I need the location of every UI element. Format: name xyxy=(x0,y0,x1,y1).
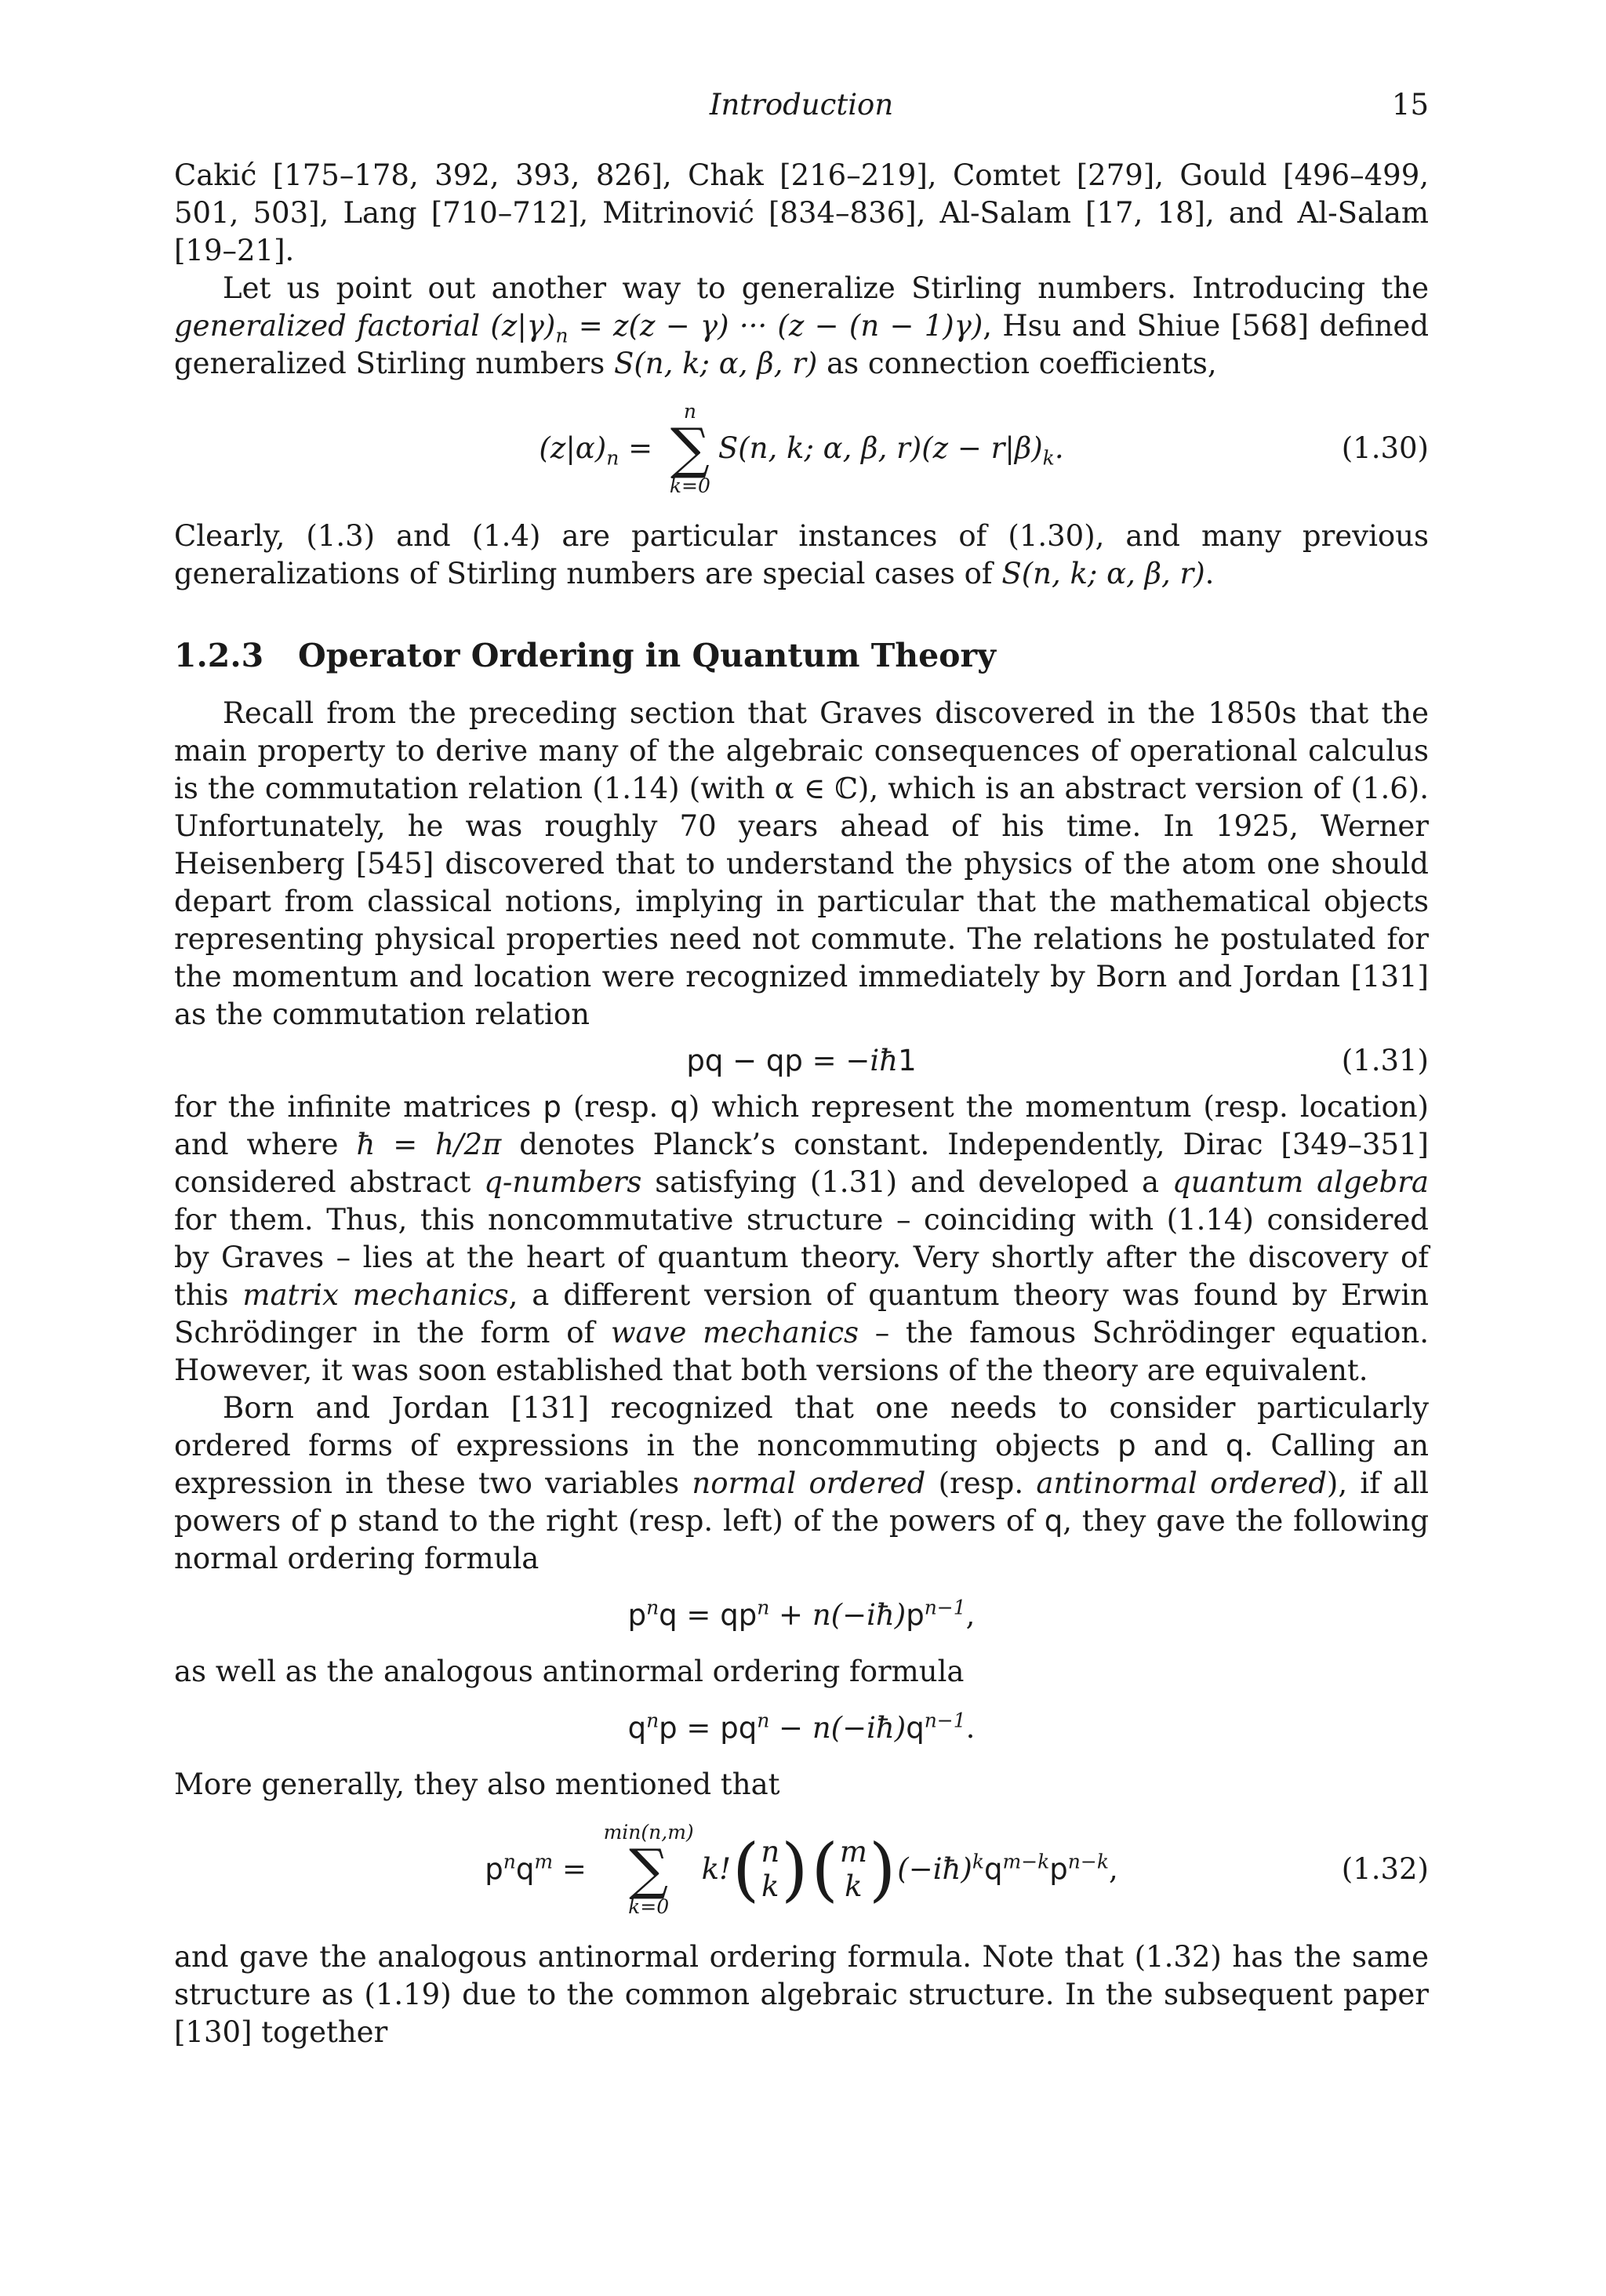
paragraph-born-jordan xyxy=(174,1390,1429,1578)
formula-stirling-s: S(n, k; α, β, r) xyxy=(614,347,818,380)
eq-i-hbar: iħ xyxy=(870,1044,899,1077)
sym: q xyxy=(906,1711,925,1745)
running-title: Introduction xyxy=(709,88,894,122)
sup: n xyxy=(646,1596,659,1619)
sigma-symbol: ∑ xyxy=(670,416,710,481)
sym: p xyxy=(1049,1852,1068,1886)
summation-sign xyxy=(670,401,710,496)
eq-commutation xyxy=(686,1042,916,1080)
paragraph-infinite-matrices xyxy=(174,1088,1429,1390)
punct: , xyxy=(965,1598,976,1632)
paragraph-antinormal-intro: as well as the analogous antinormal ordering formula xyxy=(174,1655,965,1688)
text-span: ), if all powers of xyxy=(174,1466,1429,1538)
sup: n xyxy=(757,1709,770,1732)
text-span: Born and Jordan [131] recognized that one needs to consider particularly ordered forms of expressions in the noncommuting objects xyxy=(174,1391,1429,1462)
text-span: Let us point out another way to generalize Stirling numbers. Introducing the xyxy=(223,271,1429,305)
sum-upper-limit: n xyxy=(683,400,696,423)
page-body xyxy=(174,157,1429,2051)
symbol-q: q xyxy=(1044,1504,1063,1538)
binomial-n-k xyxy=(732,1829,808,1909)
text-span: . Calling an expression in these two variables xyxy=(174,1429,1429,1500)
factor: (−iħ) xyxy=(897,1852,972,1886)
symbol-p: p xyxy=(1117,1429,1136,1462)
text-span: as connection coefficients, xyxy=(817,347,1217,380)
page-number: 15 xyxy=(1391,88,1429,122)
eq-equals: = xyxy=(619,431,662,465)
sup: k xyxy=(972,1850,984,1873)
formula-generalized-factorial xyxy=(480,309,983,347)
running-head xyxy=(174,88,1429,129)
text-span: denotes Planck’s constant. Independently, Dirac [349–351] considered abstract xyxy=(174,1128,1429,1199)
sup: n xyxy=(503,1850,516,1873)
binom-top: m xyxy=(839,1835,867,1869)
equation-number: (1.32) xyxy=(1341,1852,1429,1886)
section-title: Operator Ordering in Quantum Theory xyxy=(298,637,996,674)
emphasis-antinormal-ordered: antinormal ordered xyxy=(1036,1466,1327,1500)
paragraph-clearly xyxy=(174,518,1429,593)
sym: p xyxy=(627,1598,647,1632)
eq-normal-ordering-body xyxy=(628,1597,976,1634)
section-heading xyxy=(174,637,1429,674)
symbol-q: q xyxy=(670,1090,689,1124)
equation-1-30 xyxy=(174,394,1429,503)
text-span: – the famous Schrödinger equation. However, it was soon established that both versions of the theory are equivalent. xyxy=(174,1316,1429,1387)
punct: . xyxy=(965,1711,976,1745)
eq-lhs-sub: n xyxy=(606,446,620,470)
paragraph-more-generally: More generally, they also mentioned that xyxy=(174,1767,780,1801)
emphasis-quantum-algebra: quantum algebra xyxy=(1172,1165,1429,1199)
sum-lower-limit: k=0 xyxy=(669,474,710,497)
paragraph-generalized-factorial xyxy=(174,270,1429,383)
paragraph-analogous: and gave the analogous antinormal ordering formula. Note that (1.32) has the same structure as (1.19) due to the common algebraic structure. In the subsequent paper [130] together xyxy=(174,1940,1429,2049)
equation-number: (1.30) xyxy=(1341,431,1429,465)
sup: n−1 xyxy=(924,1709,966,1732)
binom-bottom: k xyxy=(845,1869,863,1903)
sup: n−k xyxy=(1067,1850,1109,1873)
text-span: (resp. xyxy=(561,1090,670,1124)
symbol-p: p xyxy=(329,1504,348,1538)
sym: q xyxy=(659,1598,678,1632)
sym: p xyxy=(659,1711,678,1745)
sup: n xyxy=(757,1596,770,1619)
eq-equals: = xyxy=(677,1711,721,1745)
paren-left: ( xyxy=(732,1829,760,1909)
sym: pq xyxy=(720,1711,758,1745)
equation-1-31 xyxy=(174,1034,1429,1088)
text-span: and xyxy=(1135,1429,1226,1462)
k-factorial: k! xyxy=(701,1852,731,1886)
equation-number: (1.31) xyxy=(1341,1044,1429,1077)
sup: m−k xyxy=(1002,1850,1050,1873)
symbol-p: p xyxy=(543,1090,561,1124)
equation-normal-ordering xyxy=(174,1578,1429,1653)
text-span: ) which represent the momentum (resp. location) and where xyxy=(174,1090,1429,1161)
punct: , xyxy=(1109,1852,1118,1886)
equation-1-32 xyxy=(174,1815,1429,1924)
emphasis-wave-mechanics: wave mechanics xyxy=(610,1316,859,1350)
sym: q xyxy=(983,1852,1003,1886)
eq-lhs: pq − qp xyxy=(686,1044,803,1077)
sup: n xyxy=(646,1709,659,1732)
sum-lower-limit: k=0 xyxy=(628,1895,670,1918)
formula-part: (z|γ) xyxy=(480,309,556,343)
paragraph-citations: Cakić [175–178, 392, 393, 826], Chak [216–219], Comtet [279], Gould [496–499, 501, 503], Lang [710–712], Mitrinović [834–836], Al-Salam [17, 18], and Al-Salam [19–21]. xyxy=(174,158,1429,267)
sum-upper-limit: min(n,m) xyxy=(603,1821,694,1844)
binom-top: n xyxy=(761,1835,780,1869)
sym: q xyxy=(627,1711,647,1745)
paren-right: ) xyxy=(781,1829,808,1909)
binom-stack xyxy=(838,1835,869,1904)
text-span: , they gave the following normal ordering formula xyxy=(174,1504,1430,1575)
paragraph-graves-heisenberg: Recall from the preceding section that Graves discovered in the 1850s that the main property to derive many of the algebraic consequences of operational calculus is the commutation relation (1.14) (with α ∈ ℂ), which is an abstract version of (1.6). Unfortunately, he was roughly 70 years ahead of his time. In 1925, Werner Heisenberg [545] discovered that to understand the physics of the atom one should depart from classical notions, implying in particular that the mathematical objects representing physical properties need not commute. The relations he postulated for the momentum and location were recognized immediately by Born and Jordan [131] as the commutation relation xyxy=(174,696,1429,1031)
emphasis-normal-ordered: normal ordered xyxy=(692,1466,926,1500)
text-span: (resp. xyxy=(925,1466,1037,1500)
eq-rhs-body: S(n, k; α, β, r)(z − r|β) xyxy=(718,431,1043,465)
formula-stirling-s: S(n, k; α, β, r) xyxy=(1001,557,1205,590)
summation-sign xyxy=(604,1822,694,1916)
eq-equals: = xyxy=(677,1598,721,1632)
text-span: , a different version of quantum theory was found by Erwin Schrödinger in the form of xyxy=(174,1278,1429,1350)
eq-lhs xyxy=(539,430,620,470)
binom-stack xyxy=(759,1835,781,1904)
eq-identity: 1 xyxy=(898,1044,917,1077)
equation-antinormal-ordering xyxy=(174,1691,1429,1766)
text-span: satisfying (1.31) and developed a xyxy=(641,1165,1173,1199)
sup: m xyxy=(534,1850,554,1873)
term: − n(−iħ) xyxy=(769,1711,907,1745)
paren-left: ( xyxy=(811,1829,838,1909)
section-number: 1.2.3 xyxy=(174,637,264,674)
eq-antinormal-ordering-body xyxy=(628,1709,976,1747)
symbol-q: q xyxy=(1225,1429,1244,1462)
text-span: for the infinite matrices xyxy=(174,1090,543,1124)
emphasis-generalized-factorial: generalized factorial xyxy=(174,309,481,343)
text-span: for them. Thus, this noncommutative structure – coinciding with (1.14) considered by Graves – lies at the heart of quantum theory. Very shortly after the discovery of this xyxy=(174,1203,1429,1312)
formula-subscript: n xyxy=(555,324,569,347)
eq-rhs xyxy=(718,430,1064,470)
emphasis-matrix-mechanics: matrix mechanics xyxy=(242,1278,509,1312)
term: + n(−iħ) xyxy=(769,1598,907,1632)
text-span: . xyxy=(1204,557,1215,590)
eq-lhs xyxy=(485,1851,595,1888)
text-span: stand to the right (resp. left) of the powers of xyxy=(347,1504,1045,1538)
eq-equals: = xyxy=(553,1852,596,1886)
text-span: , Hsu and Shiue [568] defined generalized Stirling numbers xyxy=(174,309,1430,380)
sigma-symbol: ∑ xyxy=(629,1837,669,1902)
eq-rhs xyxy=(897,1851,1117,1888)
formula-hbar: ħ = h/2π xyxy=(356,1128,502,1161)
sym: p xyxy=(485,1852,503,1886)
eq-rhs-sub: k xyxy=(1042,446,1055,470)
sym: p xyxy=(906,1598,925,1632)
binomial-m-k xyxy=(811,1829,896,1909)
sym: q xyxy=(515,1852,535,1886)
sup: n−1 xyxy=(924,1596,966,1619)
eq-rhs-end: . xyxy=(1054,431,1064,465)
eq-equals: = − xyxy=(802,1044,870,1077)
emphasis-q-numbers: q-numbers xyxy=(484,1165,642,1199)
sym: qp xyxy=(720,1598,758,1632)
paren-right: ) xyxy=(868,1829,896,1909)
text-span: Clearly, (1.3) and (1.4) are particular instances of (1.30), and many previous generalizations of Stirling numbers are special cases of xyxy=(174,519,1429,590)
eq-lhs-base: (z|α) xyxy=(539,431,607,465)
binom-bottom: k xyxy=(761,1869,779,1903)
formula-part: = z(z − γ) ··· (z − (n − 1)γ) xyxy=(568,309,983,343)
